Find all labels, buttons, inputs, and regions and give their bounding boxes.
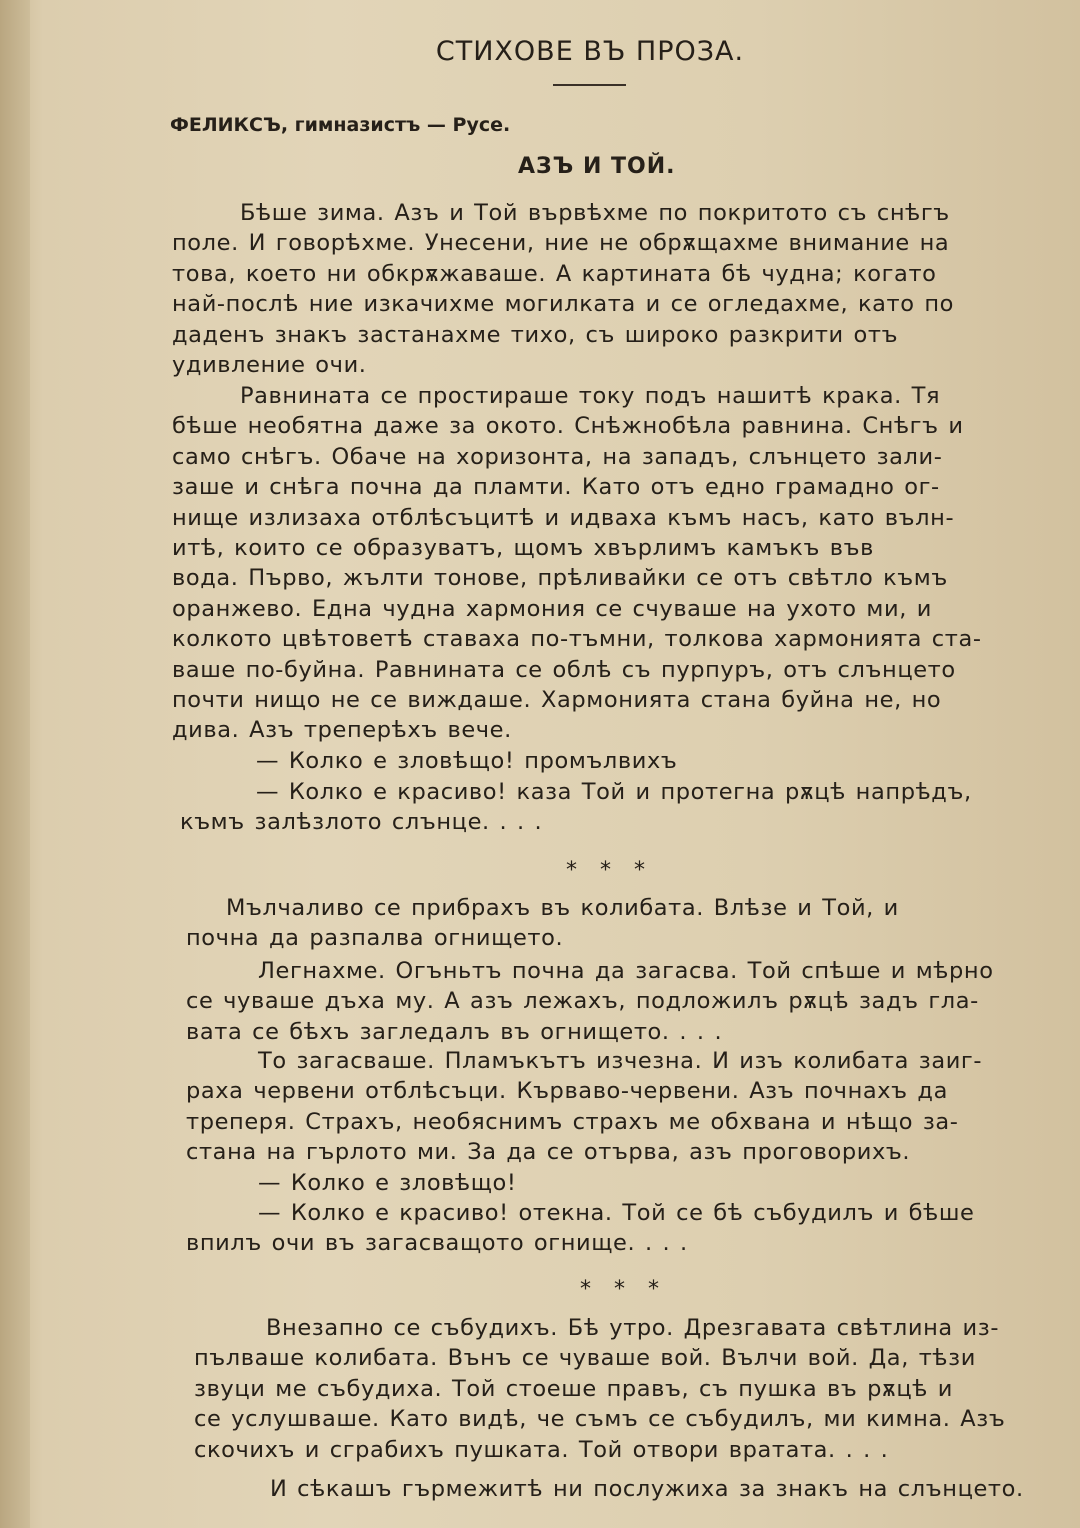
text-line: поле. И говорѣхме. Унесени, ние не обрѫщахме внимание на [172, 230, 950, 257]
paragraph-7 [172, 1046, 1034, 1168]
text-line: звуци ме събудиха. Той стоеше правъ, съ пушка въ рѫцѣ и [194, 1375, 953, 1402]
text-line: къмъ залѣзлото слънце. . . . [180, 809, 543, 836]
text-line: вода. Първо, жълти тонове, прѣливайки се отъ свѣтло къмъ [172, 565, 948, 592]
text-line: даденъ знакъ застанахме тихо, съ широко разкрити отъ [172, 321, 899, 348]
text-line: Легнахме. Огъньтъ почна да загасва. Той спѣше и мѣрно [258, 958, 994, 984]
text-line: Бѣше зима. Азъ и Той вървѣхме по покритото съ снѣгъ [240, 200, 950, 226]
author-byline: ФЕЛИКСЪ, гимназистъ — Русе. [170, 114, 511, 136]
text-line: ваше по-буйна. Равнината се облѣ съ пурпуръ, отъ слънцето [172, 656, 956, 683]
paragraph-4 [172, 777, 1034, 838]
text-line: колкото цвѣтоветѣ ставаха по-тъмни, толкова хармонията ста- [172, 626, 982, 653]
paragraph-3 [172, 746, 1034, 776]
text-line: най-послѣ ние изкачихме могилката и се огледахме, като по [172, 291, 955, 318]
text-line: се услушваше. Като видѣ, че съмъ се събудилъ, ми кимна. Азъ [194, 1406, 1006, 1433]
text-line: стана на гърлото ми. За да се отърва, азъ проговорихъ. [186, 1139, 911, 1166]
text-line: почна да разпалва огнището. [186, 925, 564, 952]
paragraph-8 [172, 1168, 1034, 1198]
text-line: Равнината се простираше току подъ нашитѣ крака. Тя [240, 383, 941, 409]
paragraph-2 [172, 381, 1034, 746]
text-line: удивление очи. [172, 352, 367, 379]
text-line: дива. Азъ треперѣхъ вече. [172, 717, 512, 744]
dialogue-line: — Колко е красиво! отекна. Той се бѣ събудилъ и бѣше [258, 1200, 975, 1226]
dialogue-line: — Колко е зловѣщо! промълвихъ [256, 748, 678, 774]
paragraph-1 [172, 198, 1034, 380]
section-separator: * * * [580, 1277, 667, 1302]
text-line: това, което ни обкрѫжаваше. А картината бѣ чудна; когато [172, 260, 937, 287]
title-divider [553, 84, 626, 86]
text-line: само снѣгъ. Обаче на хоризонта, на западъ, слънцето зали- [172, 443, 943, 470]
text-line: вата се бѣхъ загледалъ въ огнището. . . . [186, 1018, 723, 1045]
paragraph-11 [172, 1474, 1034, 1504]
paragraph-10 [172, 1313, 1034, 1465]
text-line: раха червени отблѣсъци. Кърваво-червени. Азъ почнахъ да [186, 1078, 948, 1105]
text-line: почти нищо не се виждаше. Хармонията стана буйна не, но [172, 687, 942, 714]
text-line: бѣше необятна даже за окото. Снѣжнобѣла равнина. Снѣгъ и [172, 413, 964, 440]
text-line: итѣ, които се образуватъ, щомъ хвърлимъ камъкъ във [172, 535, 874, 562]
text-line: оранжево. Една чудна хармония се счуваше на ухото ми, и [172, 595, 932, 622]
paragraph-9 [172, 1198, 1034, 1259]
text-line: Внезапно се събудихъ. Бѣ утро. Дрезгавата свѣтлина из- [266, 1315, 1000, 1341]
dialogue-line: — Колко е красиво! каза Той и протегна рѫцѣ напрѣдъ, [256, 779, 972, 805]
dialogue-line: — Колко е зловѣщо! [258, 1170, 517, 1196]
section-separator: * * * [566, 858, 653, 883]
paragraph-6 [172, 956, 1034, 1047]
text-line: заше и снѣга почна да пламти. Като отъ едно грамадно ог- [172, 474, 940, 501]
text-line: скочихъ и сграбихъ пушката. Той отвори вратата. . . . [194, 1436, 889, 1463]
text-line: пълваше колибата. Вънъ се чуваше вой. Вълчи вой. Да, тѣзи [194, 1345, 976, 1372]
text-line: се чуваше дъха му. А азъ лежахъ, подложилъ рѫцѣ задъ гла- [186, 988, 979, 1015]
text-line: Мълчаливо се прибрахъ въ колибата. Влѣзе и Той, и [226, 895, 899, 921]
page-title: СТИХОВЕ ВЪ ПРОЗА. [435, 36, 745, 67]
text-line: нище излизаха отблѣсъцитѣ и идваха къмъ насъ, като вълн- [172, 504, 955, 531]
text-line: И сѣкашъ гърмежитѣ ни послужиха за знакъ на слънцето. [270, 1476, 1024, 1502]
text-line: То загасваше. Пламъкътъ изчезна. И изъ колибата заиг- [258, 1048, 983, 1074]
poem-title: АЗЪ И ТОЙ. [518, 154, 676, 179]
text-line: треперя. Страхъ, необяснимъ страхъ ме обхвана и нѣщо за- [186, 1108, 959, 1135]
page-binding-edge [0, 0, 30, 1528]
paragraph-5 [172, 893, 1034, 954]
text-line: впилъ очи въ загасващото огнище. . . . [186, 1230, 688, 1257]
